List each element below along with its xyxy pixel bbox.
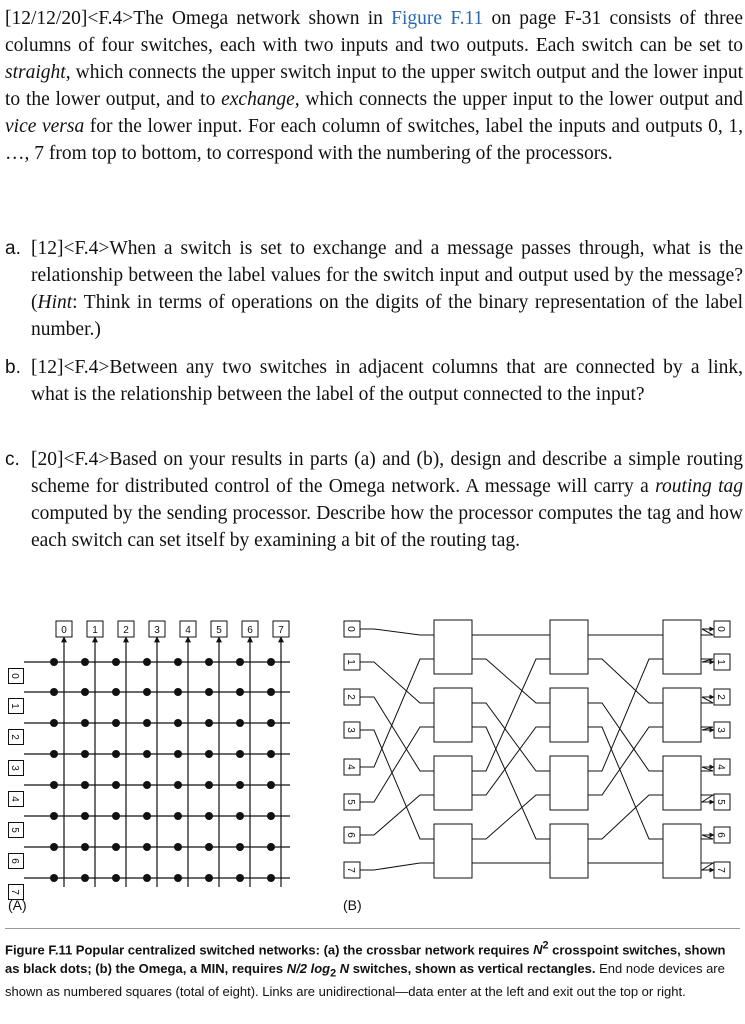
crosspoint-dot	[112, 750, 120, 758]
crosspoint-dot	[174, 719, 182, 727]
routing-tag-term: routing tag	[655, 476, 744, 497]
crosspoint-dot	[236, 719, 244, 727]
caption-exp: 2	[542, 940, 549, 952]
intro-vice-versa: vice versa	[5, 116, 85, 137]
crosspoint-dot	[236, 843, 244, 851]
omega-switch-s1-1	[550, 688, 588, 742]
crosspoint-dot	[81, 688, 89, 696]
omega-switch-s0-0	[434, 620, 472, 674]
omega-out-link-7	[701, 863, 714, 870]
part-c	[5, 446, 743, 554]
intro-text-4: which connects the upper input to the lower output and	[299, 89, 743, 110]
omega-input-node-5-label: 5	[345, 799, 356, 805]
crosspoint-dot	[112, 688, 120, 696]
panel-a-label: (A)	[8, 897, 27, 913]
omega-output-node-3-label: 3	[715, 727, 726, 733]
crossbar-left-node-7-label: 7	[9, 889, 20, 895]
crossbar-top-node-7-label: 7	[278, 625, 284, 636]
omega-output-node-0-label: 0	[715, 626, 726, 632]
part-c-label: c.	[5, 449, 20, 470]
omega-input-node-3-label: 3	[345, 727, 356, 733]
crossbar-top-node-4-label: 4	[185, 625, 191, 636]
caption-formula: N/2 log	[286, 960, 331, 976]
crosspoint-dot	[267, 688, 275, 696]
omega-link-s2-3	[588, 727, 663, 839]
crosspoint-dot	[143, 781, 151, 789]
part-c-text: [20]<F.4>Based on your results in parts (a) and (b), design and describe a simple routing scheme for distributed control of the Omega network. A message will carry a routing tag computed by the sending processor. Describe how the processor computes the tag and how each switch can set itself by examining a bit of the routing tag.	[31, 449, 744, 551]
crossbar-top-node-1-label: 1	[92, 625, 98, 636]
crosspoint-dot	[205, 781, 213, 789]
crosspoint-dot	[112, 781, 120, 789]
crosspoint-dot	[143, 874, 151, 882]
omega-input-node-7-label: 7	[345, 867, 356, 873]
omega-out-link-5	[701, 795, 714, 802]
crosspoint-dot	[174, 781, 182, 789]
omega-switch-s0-3	[434, 824, 472, 878]
crosspoint-dot	[205, 719, 213, 727]
intro-text-3: , which connects the upper switch input to the upper switch output and the lower input to the lower output, and to	[5, 62, 743, 110]
omega-out-link-1	[701, 659, 714, 662]
omega-link-s1-1	[472, 659, 550, 703]
crosspoint-dot	[236, 658, 244, 666]
omega-output-node-1-label: 1	[715, 659, 726, 665]
omega-output-node-6-label: 6	[715, 832, 726, 838]
crosspoint-dot	[50, 719, 58, 727]
caption-rest: End node devices are shown as numbered squares (total of eight). Links are unidirectional—data enter at the left and exit out the top or right.	[5, 960, 725, 999]
crossbar-left-node-1-label: 1	[9, 703, 20, 709]
omega-out-link-6	[701, 835, 714, 839]
figure-f11	[0, 610, 745, 930]
crosspoint-dot	[50, 688, 58, 696]
omega-out-link-2	[701, 697, 714, 703]
caption-part-3: switches, shown as vertical rectangles.	[349, 960, 596, 976]
omega-link-s0-0	[360, 629, 434, 635]
omega-switch-s1-3	[550, 824, 588, 878]
omega-switch-s0-2	[434, 756, 472, 810]
part-b-text: [12]<F.4>Between any two switches in adjacent columns that are connected by a link, what is the relationship between the label of the output connected to the input?	[31, 357, 743, 405]
intro-exchange: exchange,	[221, 89, 300, 110]
crosspoint-dot	[112, 658, 120, 666]
crosspoint-dot	[143, 812, 151, 820]
crossbar-left-node-0-label: 0	[9, 673, 20, 679]
crosspoint-dot	[143, 658, 151, 666]
omega-link-s2-4	[588, 659, 663, 771]
omega-link-s2-6	[588, 795, 663, 839]
crosspoint-dot	[81, 719, 89, 727]
crosspoint-dot	[236, 874, 244, 882]
intro-tag: [12/12/20]<F.4>	[5, 8, 134, 29]
crosspoint-dot	[205, 688, 213, 696]
crossbar-left-node-3-label: 3	[9, 765, 20, 771]
crosspoint-dot	[205, 750, 213, 758]
crossbar-left-node-6-label: 6	[9, 858, 20, 864]
crosspoint-dot	[267, 843, 275, 851]
omega-link-s1-6	[472, 795, 550, 839]
figure-caption	[5, 937, 740, 1001]
part-a-text: [12]<F.4>When a switch is set to exchange and a message passes through, what is the relationship between the label values for the switch input and output used by the message? (Hint: Think in terms of operations on the digits of the binary representation of the label number.)	[31, 238, 743, 340]
crosspoint-dot	[50, 812, 58, 820]
intro-straight: straight	[5, 62, 66, 83]
crosspoint-dot	[50, 843, 58, 851]
omega-link-s0-3	[360, 730, 434, 839]
crosspoint-dot	[143, 750, 151, 758]
crossbar-top-node-3-label: 3	[154, 625, 160, 636]
omega-switch-s2-3	[663, 824, 701, 878]
crosspoint-dot	[174, 688, 182, 696]
crosspoint-dot	[112, 843, 120, 851]
crosspoint-dot	[205, 812, 213, 820]
omega-out-link-0	[701, 629, 714, 635]
panel-b-label: (B)	[343, 897, 362, 913]
crosspoint-dot	[81, 781, 89, 789]
crosspoint-dot	[236, 812, 244, 820]
crosspoint-dot	[267, 658, 275, 666]
crosspoint-dot	[205, 843, 213, 851]
crosspoint-dot	[174, 750, 182, 758]
intro-text-1: The Omega network shown in	[133, 8, 392, 29]
crosspoint-dot	[267, 781, 275, 789]
crossbar-left-node-5-label: 5	[9, 827, 20, 833]
crossbar-network	[9, 621, 291, 900]
omega-input-node-0-label: 0	[345, 626, 356, 632]
crosspoint-dot	[267, 812, 275, 820]
crosspoint-dot	[236, 781, 244, 789]
crosspoint-dot	[112, 874, 120, 882]
crosspoint-dot	[143, 843, 151, 851]
crosspoint-dot	[236, 688, 244, 696]
crosspoint-dot	[81, 658, 89, 666]
crosspoint-dot	[112, 812, 120, 820]
omega-output-node-5-label: 5	[715, 799, 726, 805]
omega-link-s0-5	[360, 727, 434, 802]
crosspoint-dot	[81, 750, 89, 758]
crosspoint-dot	[81, 874, 89, 882]
omega-output-node-7-label: 7	[715, 867, 726, 873]
crosspoint-dot	[112, 719, 120, 727]
caption-sub: 2	[330, 967, 337, 980]
crosspoint-dot	[267, 719, 275, 727]
part-b	[5, 354, 743, 408]
hint-word: Hint	[37, 292, 73, 313]
omega-switch-s2-1	[663, 688, 701, 742]
crosspoint-dot	[236, 750, 244, 758]
omega-link-s2-1	[588, 659, 663, 703]
omega-out-link-4	[701, 767, 714, 771]
caption-rule	[5, 928, 740, 929]
crosspoint-dot	[267, 874, 275, 882]
omega-switch-s0-1	[434, 688, 472, 742]
omega-input-node-6-label: 6	[345, 832, 356, 838]
omega-switch-s2-0	[663, 620, 701, 674]
part-b-label: b.	[5, 357, 21, 378]
omega-network	[344, 620, 730, 878]
crossbar-left-node-4-label: 4	[9, 796, 20, 802]
omega-input-node-4-label: 4	[345, 764, 356, 770]
caption-n: N	[533, 942, 543, 958]
omega-output-node-2-label: 2	[715, 694, 726, 700]
crosspoint-dot	[50, 750, 58, 758]
omega-link-s1-3	[472, 727, 550, 839]
crosspoint-dot	[50, 874, 58, 882]
crosspoint-dot	[143, 719, 151, 727]
crosspoint-dot	[174, 843, 182, 851]
omega-out-link-3	[701, 727, 714, 730]
crossbar-top-node-2-label: 2	[123, 625, 129, 636]
crosspoint-dot	[174, 874, 182, 882]
crosspoint-dot	[143, 688, 151, 696]
omega-output-node-4-label: 4	[715, 764, 726, 770]
omega-input-node-1-label: 1	[345, 659, 356, 665]
omega-link-s1-4	[472, 659, 550, 771]
omega-link-s0-4	[360, 659, 434, 767]
caption-part-2: crosspoint switches, shown as black dots; (b) the Omega, a MIN, requires	[5, 942, 726, 976]
caption-formula-tail: N	[336, 960, 350, 976]
part-a-label: a.	[5, 238, 21, 259]
omega-link-s0-2	[360, 697, 434, 771]
omega-link-s0-6	[360, 795, 434, 835]
crossbar-top-node-6-label: 6	[247, 625, 253, 636]
crosspoint-dot	[205, 874, 213, 882]
omega-switch-s1-2	[550, 756, 588, 810]
crosspoint-dot	[50, 781, 58, 789]
crosspoint-dot	[81, 843, 89, 851]
crossbar-top-node-0-label: 0	[61, 625, 67, 636]
intro-text-2: on page F-31 consists of three columns of four switches, each with two inputs and two outputs. Each switch can be set to	[5, 8, 743, 56]
crossbar-left-node-2-label: 2	[9, 734, 20, 740]
crosspoint-dot	[50, 658, 58, 666]
omega-switch-s1-0	[550, 620, 588, 674]
omega-link-s0-7	[360, 863, 434, 870]
problem-intro	[5, 5, 743, 167]
crosspoint-dot	[174, 658, 182, 666]
crosspoint-dot	[205, 658, 213, 666]
omega-switch-s2-2	[663, 756, 701, 810]
caption-part-1: Figure F.11 Popular centralized switched networks: (a) the crossbar network requires	[5, 942, 534, 958]
omega-input-node-2-label: 2	[345, 694, 356, 700]
crossbar-top-node-5-label: 5	[216, 625, 222, 636]
figure-link[interactable]: Figure F.11	[391, 8, 484, 29]
part-a	[5, 235, 743, 343]
crosspoint-dot	[81, 812, 89, 820]
intro-text-5: for the lower input. For each column of switches, label the inputs and outputs 0, 1, …, 7 from top to bottom, to correspond with the numbering of the processors.	[5, 116, 743, 164]
crosspoint-dot	[267, 750, 275, 758]
crosspoint-dot	[174, 812, 182, 820]
